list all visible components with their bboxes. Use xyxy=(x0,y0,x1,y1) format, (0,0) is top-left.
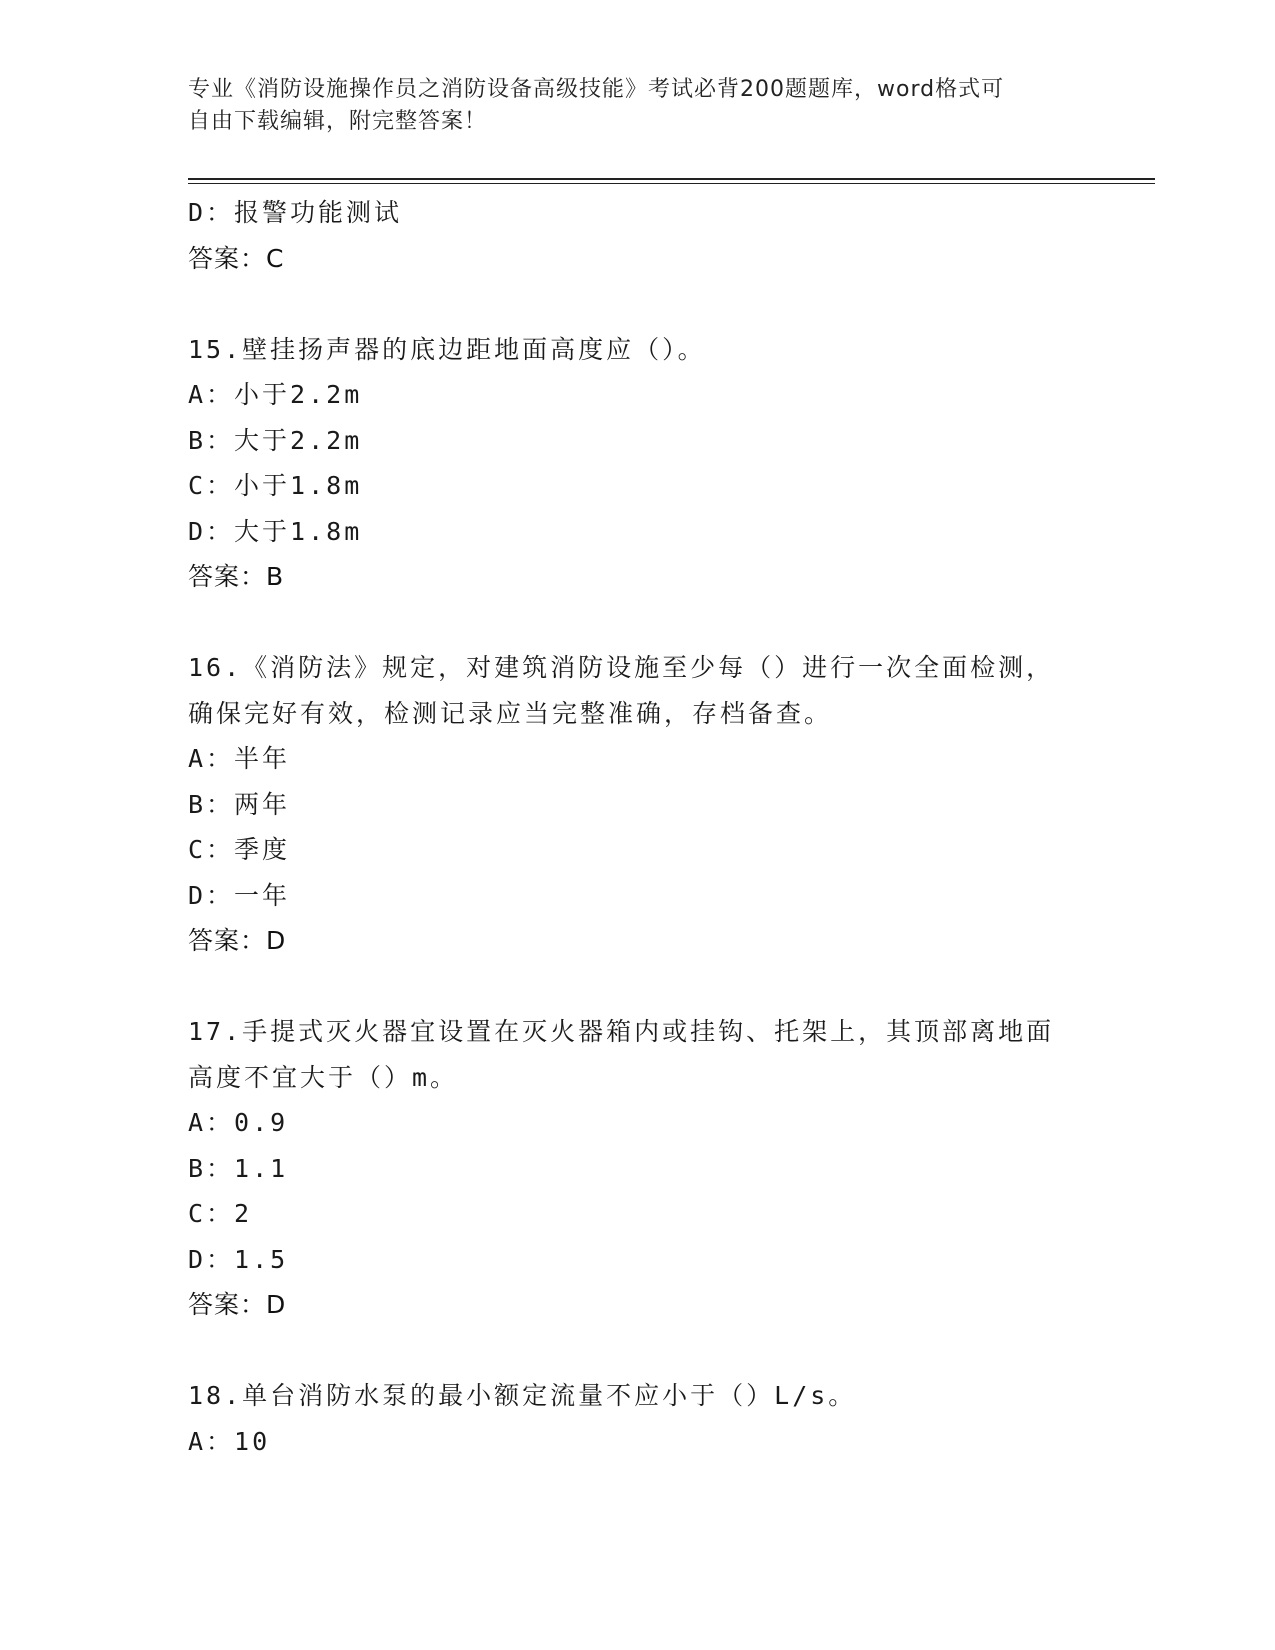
answer-line: 答案：D xyxy=(188,1290,287,1319)
option-c: C：季度 xyxy=(188,835,291,864)
header-divider-thick xyxy=(188,178,1155,180)
option-d: D：报警功能测试 xyxy=(188,198,403,227)
spacer xyxy=(188,1328,1088,1374)
option-c: C：2 xyxy=(188,1199,253,1228)
option-b: B：大于2.2m xyxy=(188,425,363,455)
header-line-2: 自由下载编辑，附完整答案！ xyxy=(188,109,488,134)
option-c: C：小于1.8m xyxy=(188,471,363,500)
spacer xyxy=(188,600,1088,646)
option-d: D：1.5 xyxy=(188,1244,289,1274)
document-body xyxy=(188,190,1088,1464)
question-stem: 17.手提式灭火器宜设置在灭火器箱内或挂钩、托架上，其顶部离地面 xyxy=(188,1017,1055,1046)
previous-question-tail xyxy=(188,190,1088,281)
option-d: D：一年 xyxy=(188,880,291,910)
question-stem: 15.壁挂扬声器的底边距地面高度应（）。 xyxy=(188,334,706,364)
option-a: A：10 xyxy=(188,1426,271,1456)
option-d: D：大于1.8m xyxy=(188,516,363,546)
answer-line: 答案：C xyxy=(188,243,285,273)
answer-line: 答案：B xyxy=(188,562,285,591)
question-17 xyxy=(188,1009,1088,1328)
question-stem: 16.《消防法》规定，对建筑消防设施至少每（）进行一次全面检测， xyxy=(188,653,1055,682)
question-18 xyxy=(188,1373,1088,1464)
header-line-1: 专业《消防设施操作员之消防设备高级技能》考试必背200题题库，word格式可 xyxy=(188,77,1005,102)
spacer xyxy=(188,964,1088,1010)
question-16 xyxy=(188,645,1088,964)
question-stem-continued: 确保完好有效，检测记录应当完整准确，存档备查。 xyxy=(188,698,833,728)
answer-line: 答案：D xyxy=(188,926,287,955)
option-b: B：1.1 xyxy=(188,1153,289,1183)
spacer xyxy=(188,281,1088,327)
document-header xyxy=(188,74,1088,138)
option-a: A：小于2.2m xyxy=(188,380,363,409)
option-a: A：0.9 xyxy=(188,1108,289,1137)
header-divider-thin xyxy=(188,183,1155,184)
option-b: B：两年 xyxy=(188,789,291,819)
option-a: A：半年 xyxy=(188,744,291,773)
question-stem: 18.单台消防水泵的最小额定流量不应小于（）L/s。 xyxy=(188,1381,857,1410)
question-15 xyxy=(188,327,1088,600)
question-stem-continued: 高度不宜大于（）m。 xyxy=(188,1062,459,1092)
